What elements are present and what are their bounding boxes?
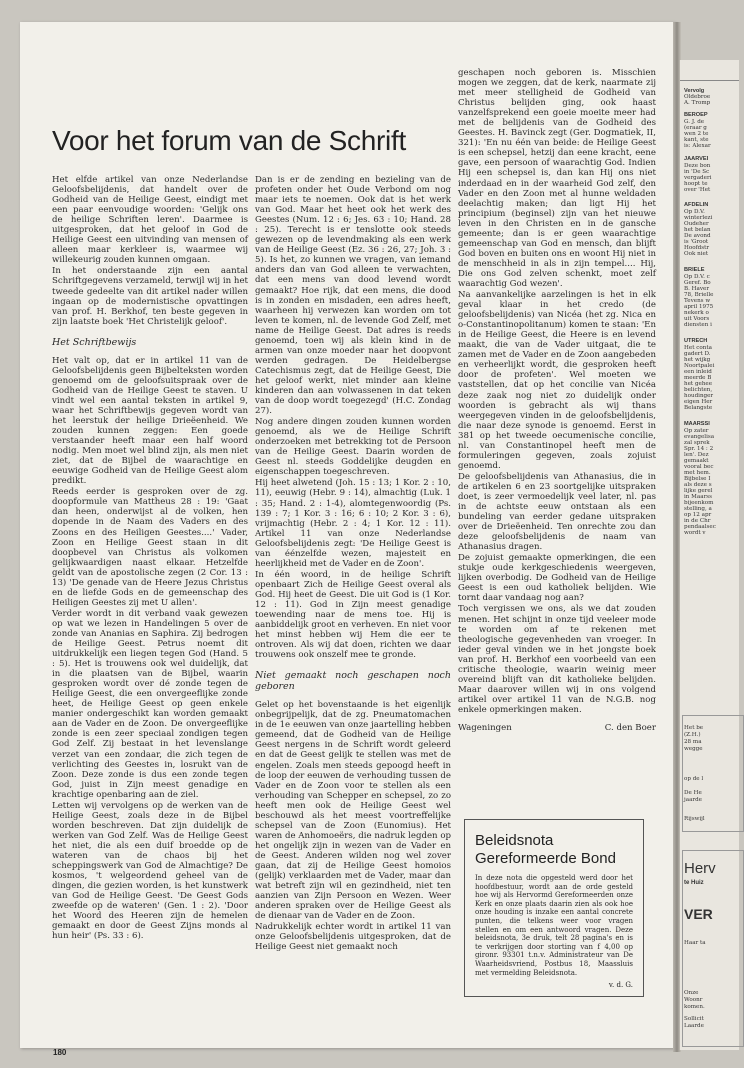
- np-line: Haar ta: [684, 940, 706, 946]
- np-line: jaarde: [684, 797, 702, 803]
- np-line: De He: [684, 790, 702, 796]
- np-line: lijke gerel: [684, 488, 713, 494]
- paragraph: De zojuist gemaakte opmerkingen, die een stukje oude kerkgeschiedenis weergeven, lijken overbodig. De Godheid van de Heilige Geest is een oud katholiek belijden. Wie tornt daar vandaag nog aan?: [458, 553, 656, 604]
- np-line: het wijkg: [684, 357, 711, 363]
- np-box-heading: VER: [684, 906, 713, 922]
- np-line: is 'Groot: [684, 239, 709, 245]
- notice-title: Beleidsnota: [475, 832, 554, 849]
- np-line: op de l: [684, 776, 704, 782]
- np-line: wegge: [684, 746, 703, 752]
- page-number: 180: [53, 1048, 67, 1057]
- np-line: A. Tromp: [684, 100, 711, 106]
- adjacent-page: [679, 60, 739, 1050]
- article-column-3: [458, 68, 656, 733]
- np-line: gadert D.: [684, 351, 711, 357]
- np-line: Sollicit: [684, 1016, 704, 1022]
- np-line: bijeenkom: [684, 500, 714, 506]
- paragraph: In het onderstaande zijn een aantal Schriftgegevens verzameld, terwijl wij in het tweede gedeelte van dit artikel nader willen ingaan op de modernistische opvattingen van prof. H. Berkhof, ten beste gegeven in zijn laatste boek 'Het Christelijk geloof'.: [52, 266, 248, 327]
- np-line: Bijbelse I: [684, 476, 711, 482]
- np-line: Oldebroe: [684, 94, 711, 100]
- magazine-page: [20, 22, 675, 1057]
- np-box-subtitle: te Huiz: [684, 880, 704, 886]
- np-line: stelling, a: [684, 506, 712, 512]
- np-line: op 12 apr: [684, 512, 712, 518]
- np-line: belichten,: [684, 387, 713, 393]
- np-heading: JAARVEI: [684, 156, 709, 162]
- np-line: Op zater: [684, 428, 709, 434]
- np-line: wen 2 te: [684, 131, 709, 137]
- np-line: eigen Her: [684, 399, 713, 405]
- np-line: Woonr: [684, 997, 703, 1003]
- np-line: Onze: [684, 990, 699, 996]
- paragraph: Toch vergissen we ons, als we dat zouden menen. Het schijnt in onze tijd veeleer mode te worden om af te rekenen met theologische gegevenheden van vroeger. In ieder geval vinden we in het jongste boek van prof. H. Berkhof een voorbeeld van een critische theologie, waarin weinig meer overeind blijft van dit katholieke belijden. Maar daarover willen wij in ons volgend artikel over artikel 11 van de N.G.B. nog enkele opmerkingen maken.: [458, 604, 656, 715]
- section-heading: Het Schriftbewijs: [52, 336, 137, 348]
- notice-box: [464, 819, 644, 997]
- np-heading: MAARSSI: [684, 421, 710, 427]
- np-line: in de Chr: [684, 518, 711, 524]
- paragraph: Verder wordt in dit verband vaak gewezen op wat we lezen in Handelingen 5 over de zonde van Ananias en Saphira. Zij bedrogen de Heilige Geest. Petrus noemt dit uitdrukkelijk een liegen tegen God (Hand. 5 : 5). Het is trouwens ook wel duidelijk, dat in die plaatsen van de Bijbel, waarin gesproken wordt over dé zonde tegen de Heilige Geest, die een onvergeeflijke zonde heet, de Heilige Geest op geen enkele manier ondergeschikt kan worden gemaakt aan de Vader en de Zoon. De onvergeeflijke zonde is een zeer speciaal zondigen tegen God Zelf. Zij bestaat in het levenslange verzet van een zondaar, die zich tegen de verlichting des Geestes in, losrukt van de Zoon. Deze zonde is dus een zonde tegen God, juist in Zijn meest genadige en krachtige openbaring aan de ziel.: [52, 608, 248, 800]
- np-line: nekerk o: [684, 310, 709, 316]
- np-line: over 'Het: [684, 187, 711, 193]
- paragraph: Nog andere dingen zouden kunnen worden genoemd, als we de Heilige Schrift onderzoeken met betrekking tot de Persoon van de Heilige Geest. Daarin worden de Geest nl. steeds Goddelijke deugden en eigenschappen toegeschreven.: [255, 417, 451, 478]
- np-heading: UTRECH: [684, 338, 708, 344]
- np-line: het gehee: [684, 381, 713, 387]
- notice-subtitle: Gereformeerde Bond: [475, 850, 616, 867]
- np-line: Deze bon: [684, 163, 711, 169]
- np-line: Het conta: [684, 345, 712, 351]
- np-line: (Z.H.): [684, 732, 701, 738]
- paragraph: Nadrukkelijk echter wordt in artikel 11 van onze Geloofsbelijdenis uitgesproken, dat de Heilige Geest niet gemaakt noch: [255, 922, 451, 953]
- np-line: houdinger: [684, 393, 714, 399]
- np-line: komen.: [684, 1004, 705, 1010]
- notice-body: In deze nota die opgesteld werd door het hoofdbestuur, wordt aan de orde gesteld hoe wij als Hervormd Gereformeerden onze Kerk en onze plaats daarin zien als ook hoe onze houding is inzake een aantal concrete punten, die telkens weer voor vragen stellen en om een antwoord vragen. Deze beleidsnota, 3e druk, telt 28 pagina's en is te verkrijgen door storting van f 4,00 op gironr. 93301 t.n.v. Administrateur van De Waarheidsvriend, Postbus 18, Maassluis met vermelding Beleidsnota.: [475, 874, 633, 977]
- np-line: gemaakt: [684, 458, 709, 464]
- np-line: meerde B: [684, 375, 712, 381]
- np-line: G. J. de: [684, 119, 705, 125]
- article-signature: [458, 723, 656, 733]
- np-line: Vervolg: [684, 88, 705, 94]
- np-line: Geref. Bo: [684, 280, 711, 286]
- paragraph: Dan is er de zending en bezieling van de profeten onder het Oude Verbond om nog maar iets te noemen. Ook dat is het werk van God. Maar het heet ook het werk des Geestes (Num. 12 : 6; Jes. 63 : 10; Hand. 28 : 25). Terecht is er tenslotte ook steeds gewezen op de levendmaking als een werk van de Heilige Geest (Ez. 36 : 26, 27; Joh. 3 : 5). Is het, zo kunnen we vragen, van iemand anders dan van God alleen te verwachten, dat een mens van dood levend wordt gemaakt? Hoe rijk, dat een mens, die dood is in zonden en misdaden, een adres heeft, waarheen hij verwezen kan worden om tot leven te komen, nl. de levende God Zelf, met name de Heilige Geest. Dat adres is reeds genoemd, toen wij als klein kind in de armen van onze moeder naar het doopvont werden gedragen. De Heidelbergse Catechismus zegt, dat de Heilige Geest, Die het geloof werkt, niet minder aan kleine kinderen dan aan volwassenen in dat teken van de doop wordt toegezegd' (H.C. Zondag 27).: [255, 175, 451, 417]
- paragraph: Hij heet alwetend (Joh. 15 : 13; 1 Kor. 2 : 10, 11), eeuwig (Hebr. 9 : 14), almachtig (Luk. 1 : 35; Hand. 2 : 1-4), alomtegenwoordig (Ps. 139 : 7; 1 Kor. 3 : 16; 6 : 10; 2 Kor. 3 : 6), vrijmachtig (Hebr. 2 : 4; 1 Kor. 12 : 11). Artikel 11 van onze Nederlandse Geloofsbelijdenis zegt: 'De Heilige Geest is van éénzelfde wezen, majesteit en heerlijkheid met de Vader en de Zoon'.: [255, 478, 451, 569]
- np-line: 28 ma: [684, 739, 702, 745]
- divider: [680, 80, 739, 81]
- signature-author: C. den Boer: [604, 723, 656, 733]
- np-line: wordt v: [684, 530, 706, 536]
- np-line: Ook niet: [684, 251, 709, 257]
- paragraph: Na aanvankelijke aarzelingen is het in elk geval klaar in het credo (de geloofsbelijdenis) van Nicéa (het zg. Nica en o-Constantinopolitanum) komen te staan: 'En in de Heilige Geest, die Heere is en levend maakt, die van de Vader uitgaat, die te zamen met de Vader en de Zoon aangebeden en verheerlijkt wordt, die gesproken heeft door de profeten'. Wel moeten we vaststellen, dat op het concilie van Nicéa deze zaak nog niet zo duidelijk onder woorden is gebracht als wij thans weergegeven vinden in de geloofsbelijdenis, die naar deze synode is genoemd. Eerst in 381 op het tweede oecumenische concilie, nl. van Constantinopel heeft men de formuleringen gegeven, zoals zojuist genoemd.: [458, 290, 656, 471]
- paragraph: Het elfde artikel van onze Nederlandse Geloofsbelijdenis, dat handelt over de Godheid van de Heilige Geest, eindigt met een paar eenvoudige woorden: 'Gelijk ons de heilige Schriften leren'. Daarmee is uitgesproken, dat het geloof in God de Heilige Geest een uitvinding van mensen of alleen maar kerkleer is, waarmee wij willekeurig zouden kunnen omgaan.: [52, 175, 248, 266]
- np-line: als deze s: [684, 482, 712, 488]
- np-line: Hoofdstr: [684, 245, 710, 251]
- paragraph: De geloofsbelijdenis van Athanasius, die in de artikelen 6 en 23 soortgelijke uitspraken doet, is zeer vermoedelijk veel later, nl. pas in de achtste eeuw ontstaan als een bundeling van eerder gedane uitspraken over de Drieëenheid. Ten onrechte zou dan deze geloofsbelijdenis de naam van Athanasius dragen.: [458, 471, 656, 553]
- np-line: Noortpalei: [684, 363, 715, 369]
- np-line: Rijswijl: [684, 816, 705, 822]
- np-line: het belan: [684, 227, 711, 233]
- np-line: in Maarss: [684, 494, 712, 500]
- signature-place: Wageningen: [458, 723, 512, 733]
- np-line: diensten i: [684, 322, 712, 328]
- paragraph: In één woord, in de heilige Schrift openbaart Zich de Heilige Geest overal als God. Hij heet de Geest. Die uit God is (1 Kor. 12 : 11). God in Zijn meest genadige toewending naar de mens toe. Hij is aanbiddelijk groot en verheven. En niet voor het minst hebben wij Hem die eer te ontroven. Als wij dat doen, richten we daar trouwens ook onszelf mee te gronde.: [255, 569, 451, 661]
- article-column-1: [52, 175, 248, 942]
- np-line: een inleid: [684, 369, 712, 375]
- np-line: Tevens w: [684, 298, 711, 304]
- np-line: (eraar g: [684, 125, 707, 131]
- np-line: evangelisa: [684, 434, 715, 440]
- paragraph: Het valt op, dat er in artikel 11 van de Geloofsbelijdenis geen Bijbelteksten worden genoemd om de geloofsuitspraak over de Godheid van de Heilige Geest te staven. U vindt wel een aantal teksten in artikel 9, waar het Schriftbewijs gegeven wordt van het leerstuk der heilige Drieëenheid. We zouden kunnen zeggen: Een goede verstaander heeft maar een half woord nodig. Men moet wel blind zijn, als men niet ziet, dat de Bijbel de waarachtige en eeuwige Godheid van de Heilige Geest alom predikt.: [52, 355, 248, 487]
- np-line: zal sprek: [684, 440, 710, 446]
- np-line: Belangste: [684, 405, 713, 411]
- paragraph: geschapen noch geboren is. Misschien mogen we zeggen, dat de kerk, naarmate zij met meer stelligheid de Godheid van Christus belijden ging, ook haast vanzelfsprekend een goeie moeite meer had met de belijdenis van de Godheid des Geestes. H. Bavinck zegt (Ger. Dogmatiek, II, 321): 'En nu één van beide: de Heilige Geest is een schepsel, hetzij dan eene kracht, eene gave, een persoon of waarachtig God. Indien Hij een schepsel is, dan kan Hij ons niet inderdaad en in der waarheid God zelf, den Vader en den Zoon met al hunne weldaden deelachtig maken; dan ligt Hij het principium (beginsel) zijn van het nieuwe leven in den Christen en in de gansche gemeente; dan is er geen waarachtige gemeenschap van God en mensch, dan blijft God boven en buiten ons en woont Hij niet in de menschheid in als in zijn tempel.... Hij, Die ons God zelven schenkt, moet zelf waarachtig God wezen'.: [458, 68, 656, 289]
- np-line: vooral bec: [684, 464, 714, 470]
- np-line: hoopt te: [684, 181, 708, 187]
- np-line: in 'De Sc: [684, 169, 710, 175]
- np-line: B. Haver: [684, 286, 710, 292]
- paragraph: Reeds eerder is gesproken over de zg. doopformule van Mattheus 28 : 19: 'Gaat dan heen, onderwijst al de volken, hen dopende in de Naam des Vaders en des Zoons en des Heiligen Geestes....' Vader, Zoon en Heilige Geest staan in dit doopbevel van Christus als volkomen gelijkwaardigen naast elkaar. Hetzelfde geldt van de apostolische zegen (2 Cor. 13 : 13) 'De genade van de Heere Jezus Christus en de liefde Gods en de gemeenschap des Heiligen Geestes zij met U allen'.: [52, 487, 248, 608]
- article-title: Voor het forum van de Schrift: [52, 125, 406, 156]
- np-line: Op D.V.: [684, 209, 705, 215]
- article-column-2: [255, 175, 451, 953]
- np-line: is: Alexar: [684, 143, 711, 149]
- np-line: Laarde: [684, 1023, 704, 1029]
- notice-signature: v. d. G.: [608, 981, 633, 990]
- np-box-title: Herv: [684, 860, 716, 877]
- np-line: kant, ste: [684, 137, 709, 143]
- np-line: Het be: [684, 725, 704, 731]
- np-line: 78, Brielle: [684, 292, 714, 298]
- np-line: uit Voors: [684, 316, 710, 322]
- np-heading: AFDELIN: [684, 202, 709, 208]
- section-heading: Niet gemaakt noch geschapen noch geboren: [255, 670, 451, 693]
- np-line: winterlezi: [684, 215, 713, 221]
- np-line: Oudeher: [684, 221, 709, 227]
- np-line: Spr. 14 : 2: [684, 446, 714, 452]
- paragraph: Letten wij vervolgens op de werken van de Heilige Geest, zoals deze in de Bijbel worden beschreven. Dat zijn duidelijk de werken van God Zelf. Was de Heilige Geest het niet, die als een duif broedde op de wateren van de chaos bij het scheppingswerk van God de Almachtige? De kosmos, 't welgeordend geheel van de dingen, die gezien worden, is het kunstwerk van God de Heilige Geest. 'De Geest Gods zweefde op de wateren' (Gen. 1 : 2). 'Door het Woord des Heeren zijn de hemelen gemaakt en door de Geest Zijns monds al hun heir' (Ps. 33 : 6).: [52, 800, 248, 942]
- np-line: april 1975: [684, 304, 714, 310]
- np-line: pendaalsec: [684, 524, 716, 530]
- np-line: De avond: [684, 233, 711, 239]
- np-heading: BEROEP: [684, 112, 708, 118]
- np-line: len'. Dez: [684, 452, 709, 458]
- np-line: met hem.: [684, 470, 711, 476]
- np-line: vergaderi: [684, 175, 712, 181]
- paragraph: Gelet op het bovenstaande is het eigenlijk onbegrijpelijk, dat de zg. Pneumatomachen in de 1e eeuwen van onze jaartelling hebben gemeend, dat de Godheid van de Heilige Geest nergens in de Schrift wordt geleerd en dat de Geest gelijk te stellen was met de engelen. Zoals men steeds gepoogd heeft in de loop der eeuwen de verhouding tussen de Vader en de Zoon voor te stellen als een verhouding van Schepper en schepsel, zo zo heeft men ook de Heilige Geest wel beschouwd als het meest voortreffelijke schepsel van de Zoon (Eunomius). Het waren de Anhomoeërs, die nadruk legden op het ongelijk zijn in wezen van de Vader en de Geest. Anderen wilden nog wel zover gaan, dat zij de Heilige Geest homoios (gelijk) verklaarden met de Vader, maar dan wat betreft zijn wil en gezindheid, niet ten aanzien van Zijn Persoon en Wezen. Weer anderen spraken over de Heilige Geest als de dienaar van de Vader en de Zoon.: [255, 700, 451, 922]
- np-heading: BRIELE: [684, 267, 705, 273]
- np-line: Op D.V. c: [684, 274, 710, 280]
